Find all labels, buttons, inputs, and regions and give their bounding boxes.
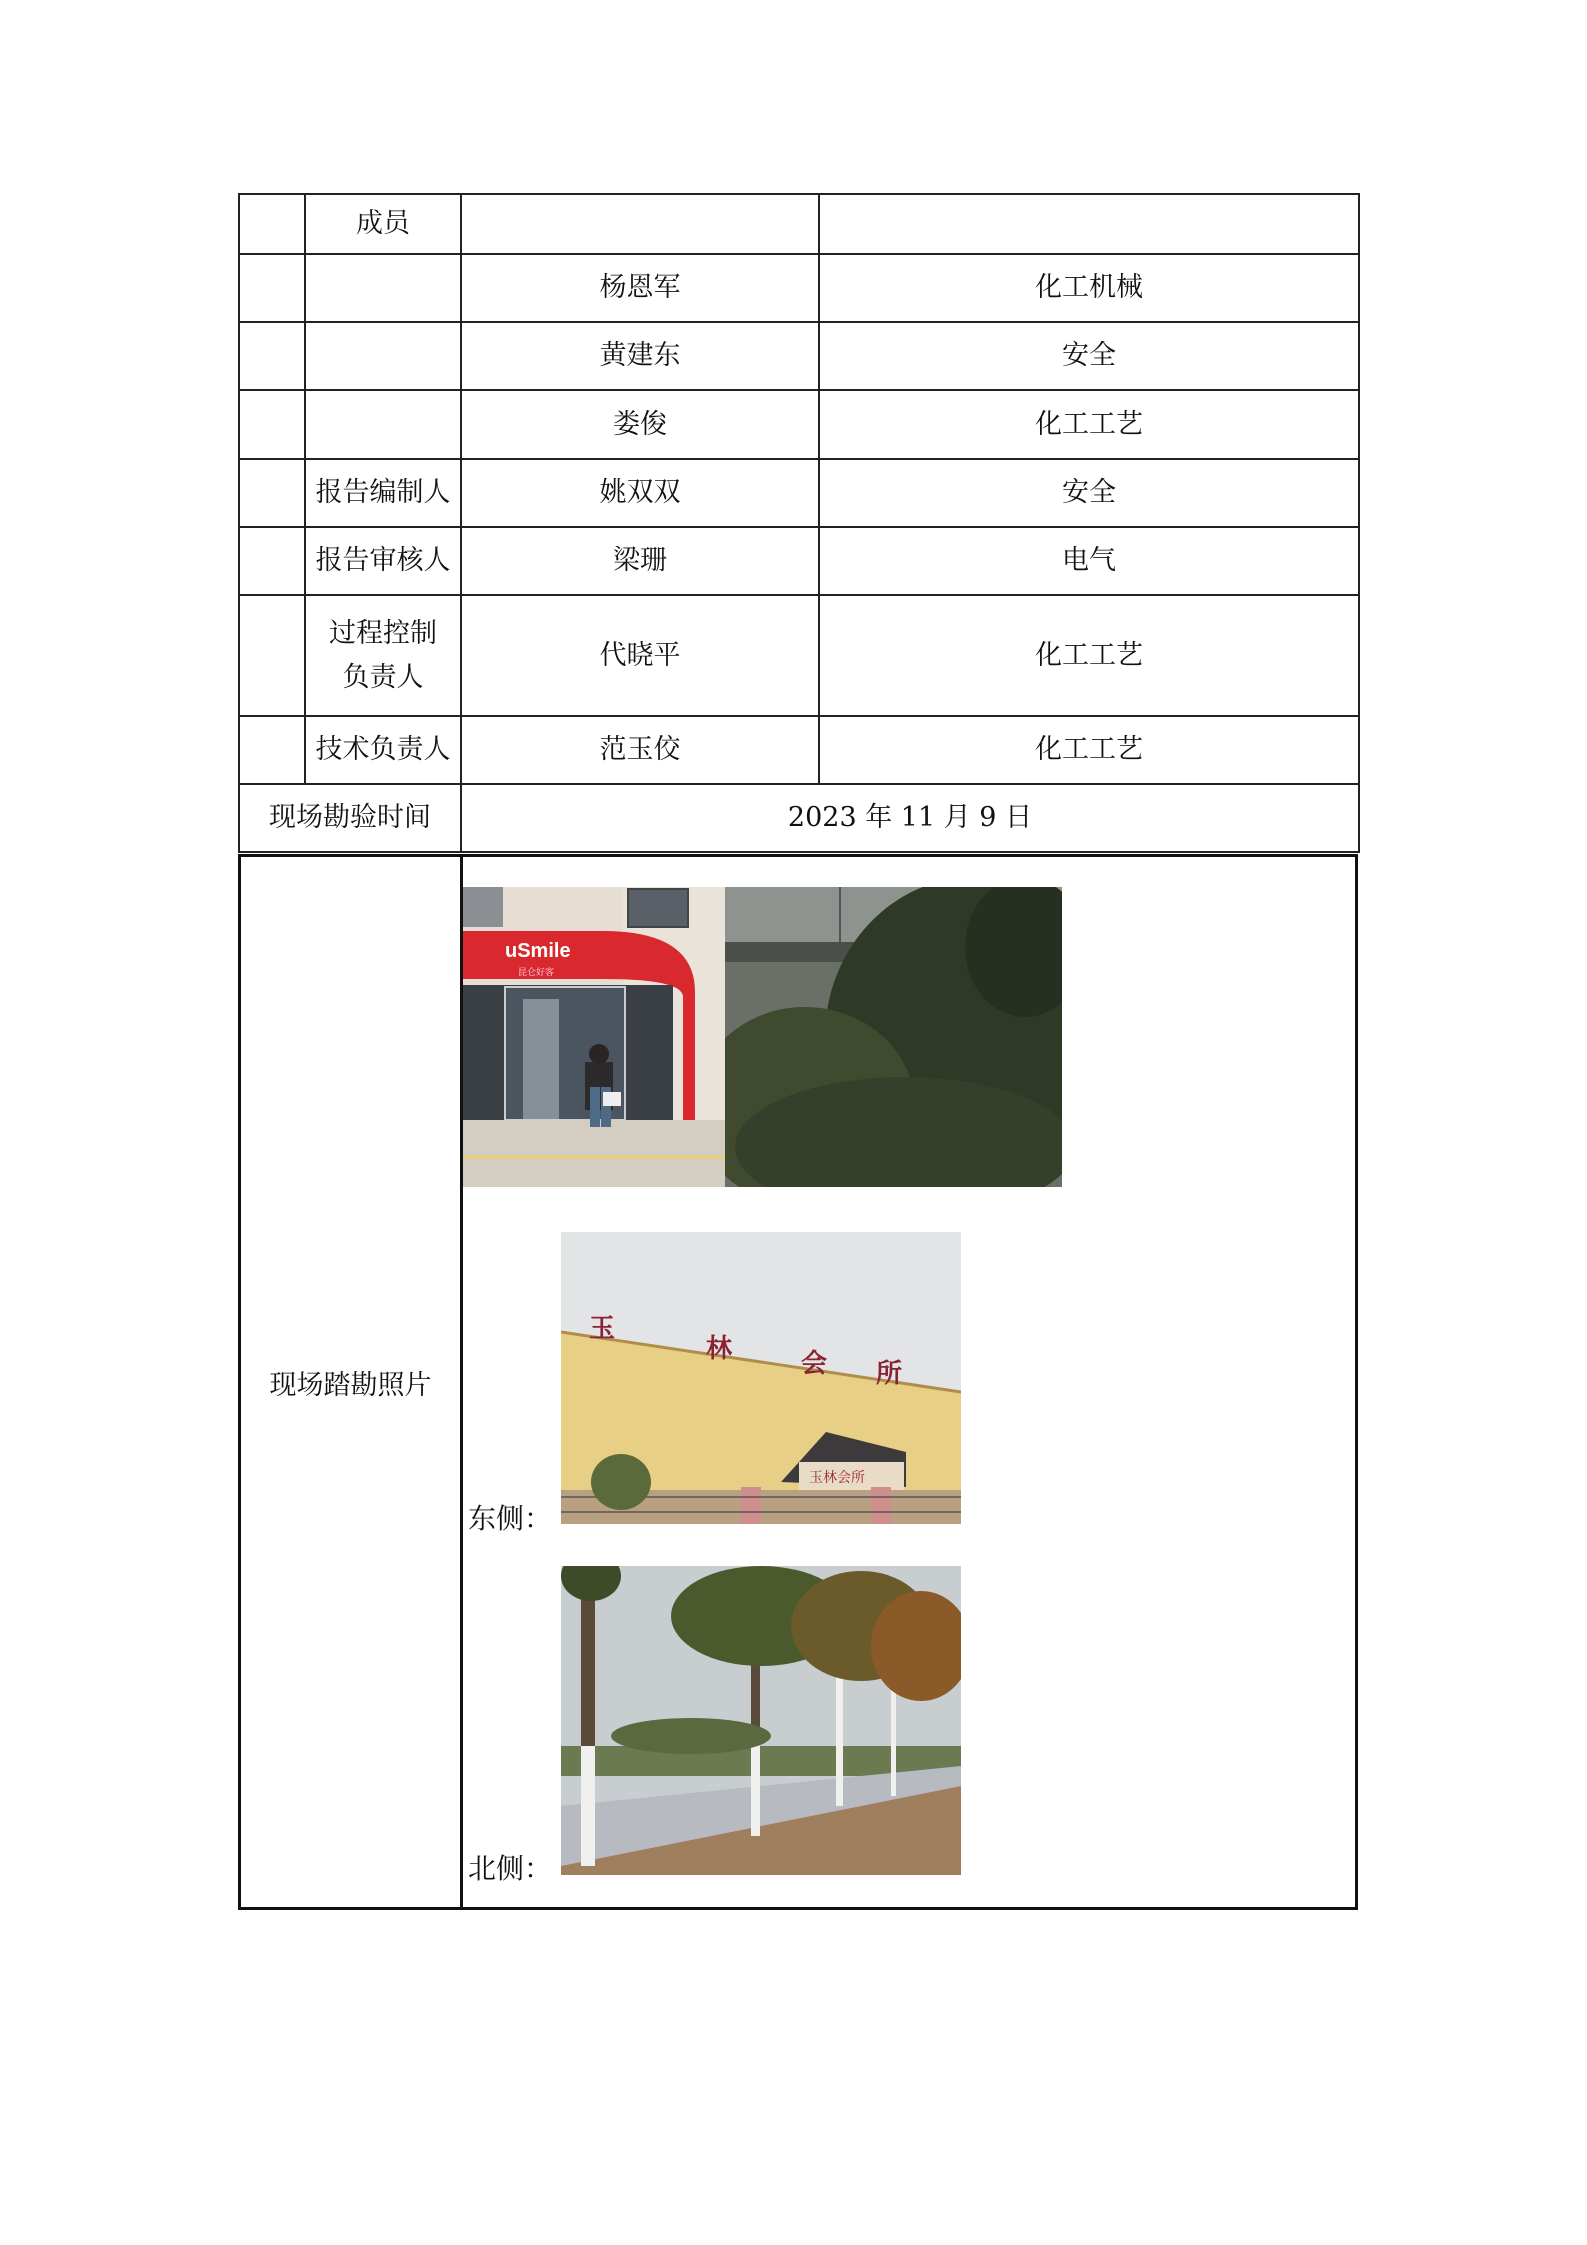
row-number-cell: [239, 459, 305, 527]
role-cell: 成员: [305, 194, 461, 254]
table-row: [239, 595, 1359, 716]
table-row: [239, 527, 1359, 595]
table-row: [239, 322, 1359, 390]
building-sign-char: 林: [706, 1334, 733, 1364]
row-number-cell: [239, 194, 305, 254]
name-cell: 黄建东: [461, 322, 819, 390]
name-cell: 范玉佼: [461, 716, 819, 784]
role-cell: [305, 595, 461, 716]
row-number-cell: [239, 390, 305, 459]
row-number-cell: [239, 254, 305, 322]
vegetation-photo: [725, 887, 1062, 1187]
north-side-label: 北侧：: [468, 1852, 553, 1885]
role-cell: [305, 390, 461, 459]
survey-time-label: 现场勘验时间: [239, 784, 461, 852]
field-cell: 化工工艺: [819, 595, 1359, 716]
site-photos-label: 现场踏勘照片: [241, 857, 463, 1907]
building-small-sign: 玉林会所: [809, 1470, 865, 1486]
row-number-cell: [239, 716, 305, 784]
role-cell: 技术负责人: [305, 716, 461, 784]
store-sign-sub: 昆仑好客: [518, 968, 555, 978]
table-row: [239, 716, 1359, 784]
row-number-cell: [239, 322, 305, 390]
name-cell: 杨恩军: [461, 254, 819, 322]
personnel-table: [238, 193, 1360, 853]
role-cell: 报告编制人: [305, 459, 461, 527]
table-row: [239, 254, 1359, 322]
site-photos-section: [238, 854, 1358, 1910]
field-cell: 化工工艺: [819, 716, 1359, 784]
field-cell: 安全: [819, 322, 1359, 390]
survey-time-value: 2023 年 11 月 9 日: [461, 784, 1359, 852]
name-cell: 梁珊: [461, 527, 819, 595]
building-photo: [561, 1232, 961, 1524]
role-line-1: 过程控制: [329, 618, 437, 650]
role-cell: [305, 254, 461, 322]
store-sign-brand: uSmile: [505, 940, 571, 962]
role-cell: 报告审核人: [305, 527, 461, 595]
name-cell: [461, 194, 819, 254]
row-number-cell: [239, 527, 305, 595]
east-side-label: 东侧：: [468, 1502, 553, 1535]
role-line-2: 负责人: [342, 661, 424, 693]
building-sign-char: 所: [876, 1359, 903, 1389]
table-row: [239, 194, 1359, 254]
row-number-cell: [239, 595, 305, 716]
field-cell: 电气: [819, 527, 1359, 595]
table-row: [239, 784, 1359, 852]
store-photo: [463, 887, 725, 1187]
field-cell: 化工机械: [819, 254, 1359, 322]
field-cell: [819, 194, 1359, 254]
building-sign-char: 会: [801, 1349, 828, 1379]
field-cell: 化工工艺: [819, 390, 1359, 459]
name-cell: 代晓平: [461, 595, 819, 716]
table-row: [239, 390, 1359, 459]
role-cell: [305, 322, 461, 390]
building-sign-char: 玉: [589, 1314, 616, 1344]
name-cell: 姚双双: [461, 459, 819, 527]
name-cell: 娄俊: [461, 390, 819, 459]
street-photo: [561, 1566, 961, 1875]
field-cell: 安全: [819, 459, 1359, 527]
table-row: [239, 459, 1359, 527]
